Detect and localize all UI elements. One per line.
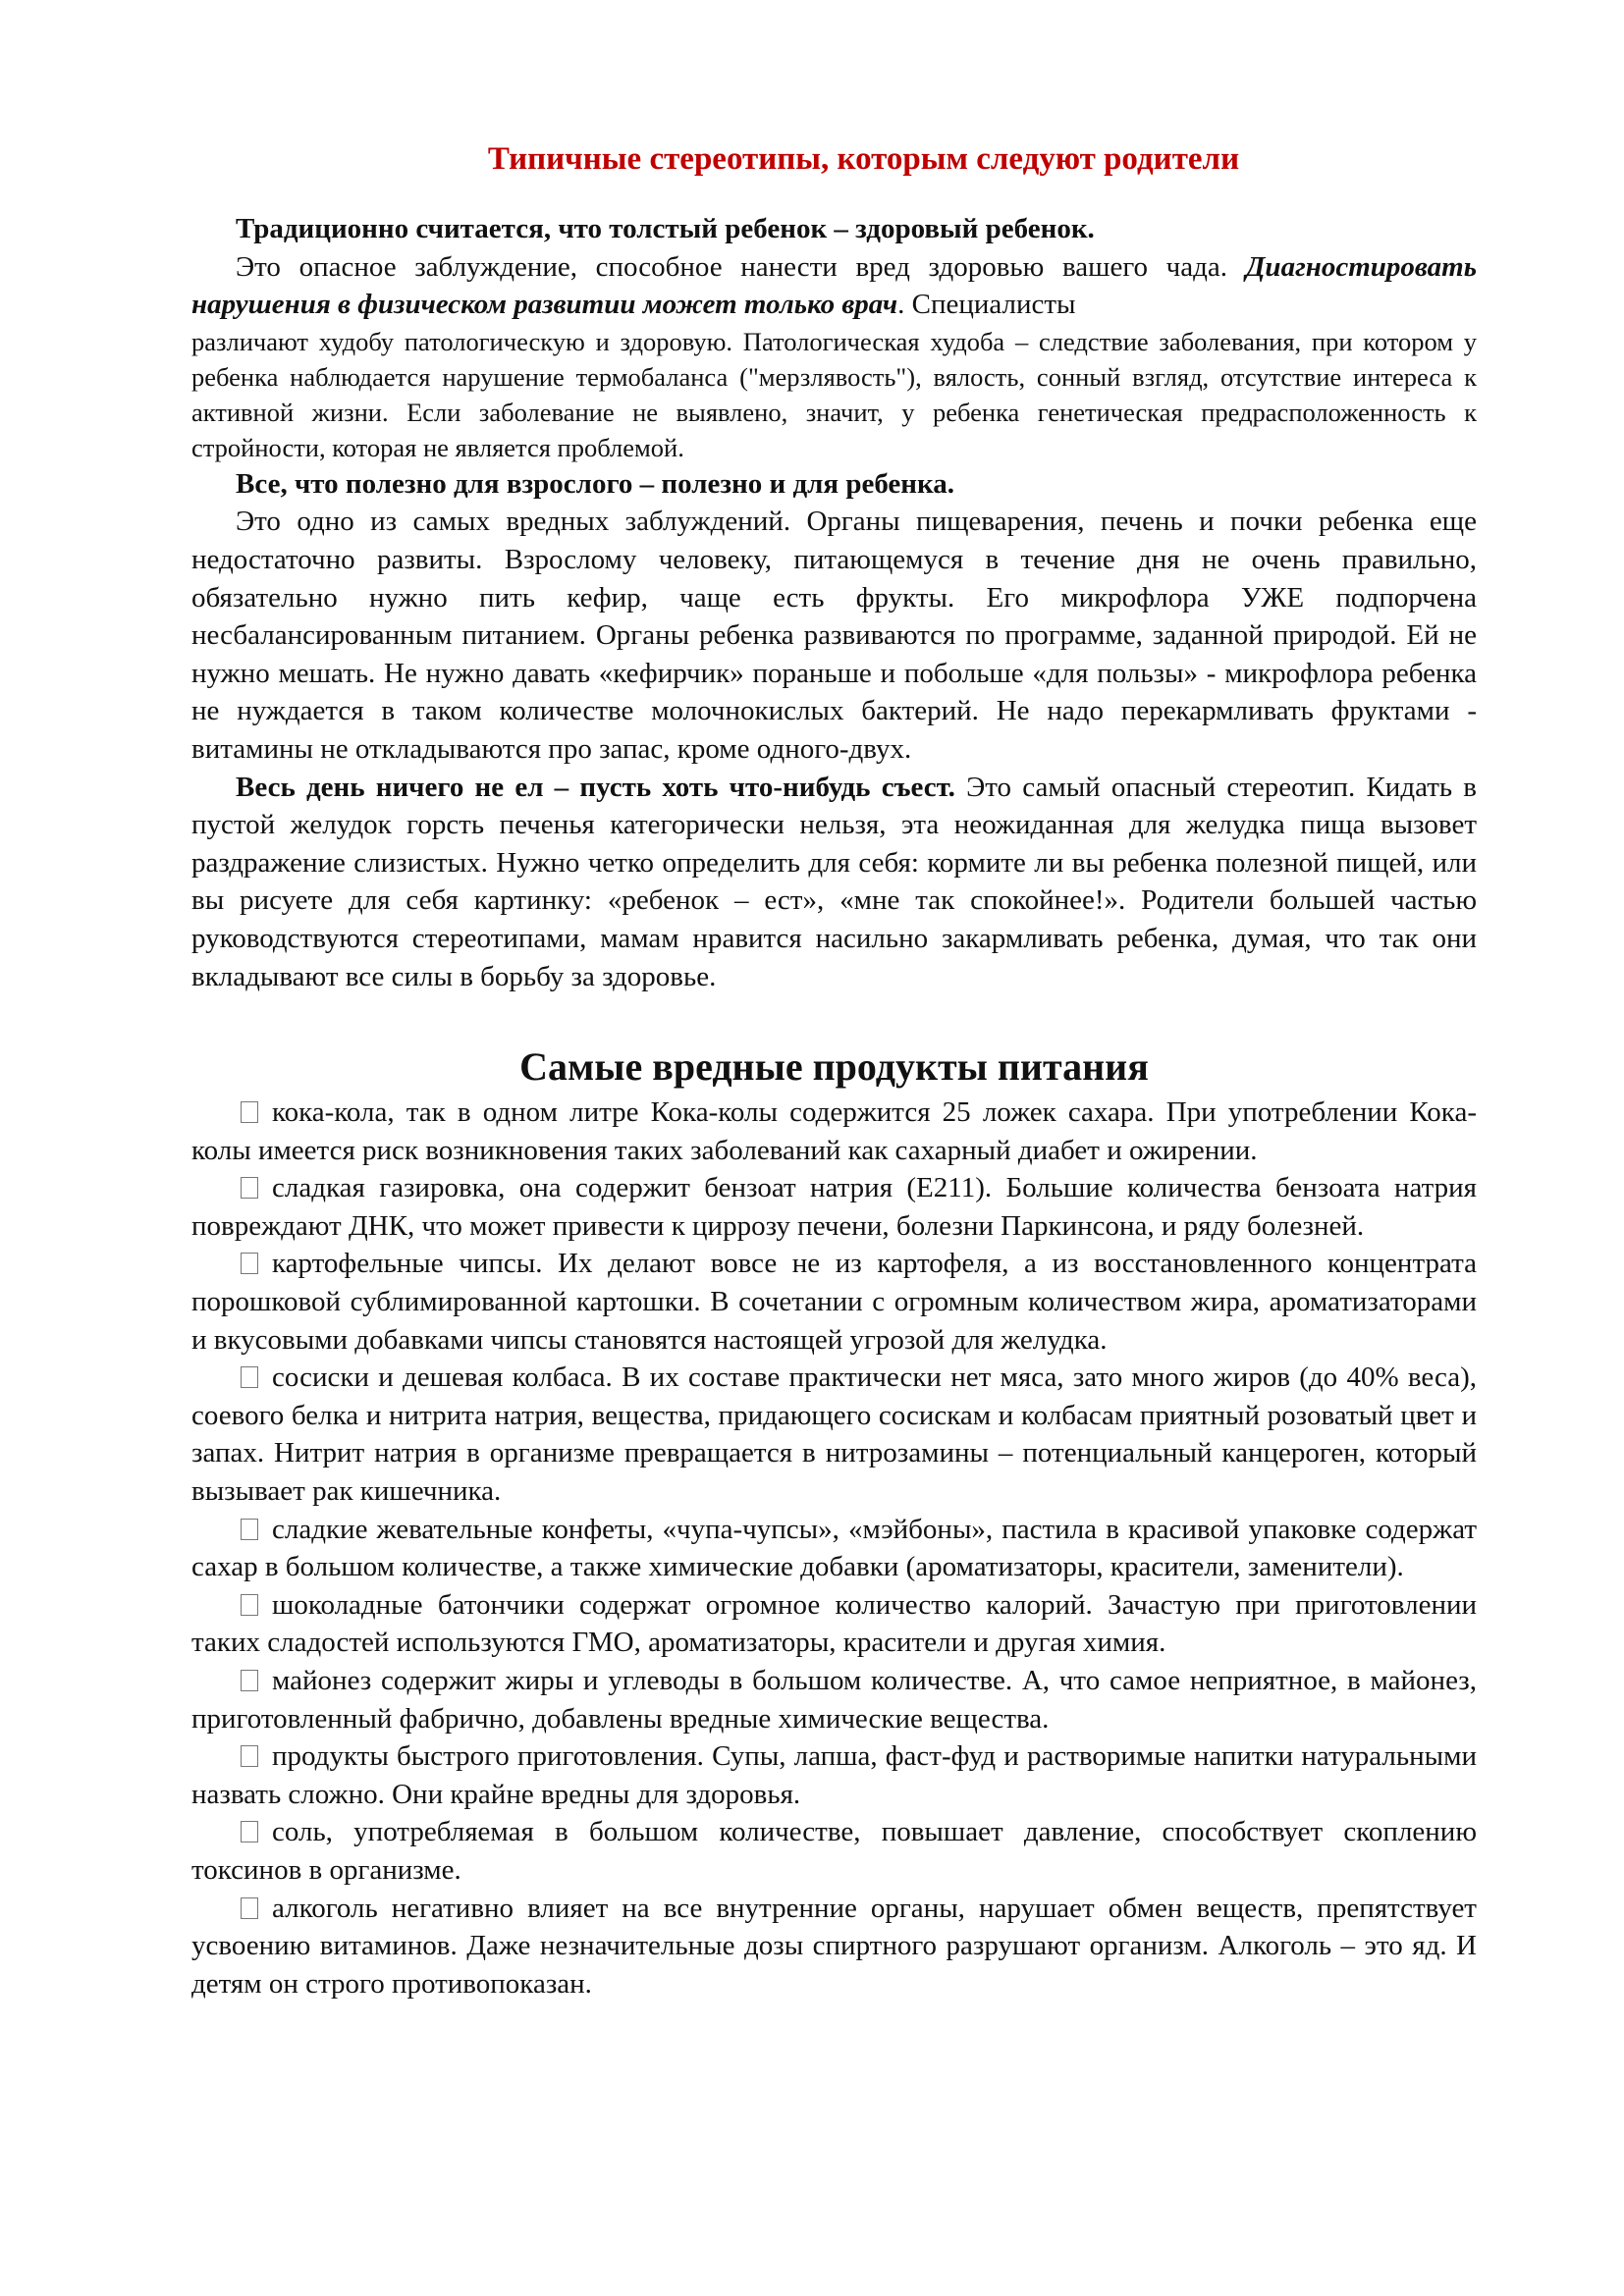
list-item-text: картофельные чипсы. Их делают вовсе не из картофеля, а из восстановленного концентрата порошковой сублимированной картошки. В сочетании с огромным количеством жира, ароматизаторами и вкусовыми добавками чипсы становятся настоящей угрозой для желудка. — [191, 1248, 1477, 1356]
bullet-icon — [241, 1253, 258, 1274]
list-item-text: соль, употребляемая в большом количестве, повышает давление, способствует скоплению токсинов в организме. — [191, 1816, 1477, 1886]
list-item — [191, 1511, 1477, 1586]
list-item — [191, 1586, 1477, 1662]
paragraph-text: Это самый опасный стереотип. Кидать в пустой желудок горсть печенья категорически нельзя, эта неожиданная для желудка пища вызовет раздражение слизистых. Нужно четко определить для себя: кормите ли вы ребенка полезной пищей, или вы рисуете для себя картинку: «ребенок – ест», «мне так спокойнее!». Родители большей частью руководствуются стереотипами, мамам нравится насильно закармливать ребенка, думая, что так они вкладывают все силы в борьбу за здоровье. — [191, 771, 1477, 992]
lead-text: Весь день ничего не ел – пусть хоть что-нибудь съест. — [236, 771, 955, 803]
list-item-text: шоколадные батончики содержат огромное количество калорий. Зачастую при приготовлении таких сладостей используются ГМО, ароматизаторы, красители и другая химия. — [191, 1588, 1477, 1659]
list-item — [191, 1737, 1477, 1813]
bullet-icon — [241, 1177, 258, 1199]
list-item — [191, 1245, 1477, 1359]
list-item — [191, 1359, 1477, 1510]
paragraph-text: Это опасное заблуждение, способное нанести вред здоровью вашего чада. — [236, 250, 1227, 283]
bullet-icon — [241, 1821, 258, 1842]
stereotype-lead-1 — [191, 210, 1477, 248]
stereotype-paragraph-1 — [191, 248, 1477, 324]
list-item-text: сосиски и дешевая колбаса. В их составе практически нет мяса, зато много жиров (до 40% веса), соевого белка и нитрита натрия, вещества, придающего сосискам и колбасам приятный розоватый цвет и запах. Нитрит натрия в организме превращается в нитрозамины – потенциальный канцероген, который вызывает рак кишечника. — [191, 1362, 1477, 1508]
list-item-text: продукты быстрого приготовления. Супы, лапша, фаст-фуд и растворимые напитки натуральными назвать сложно. Они крайне вредны для здоровья. — [191, 1740, 1477, 1810]
bullet-icon — [241, 1519, 258, 1540]
list-item-text: алкоголь негативно влияет на все внутренние органы, нарушает обмен веществ, препятствует усвоению витаминов. Даже незначительные дозы спиртного разрушают организм. Алкоголь – это яд. И детям он строго противопоказан. — [191, 1892, 1477, 2000]
stereotype-paragraph-1-cont: различают худобу патологическую и здоровую. Патологическая худоба – следствие заболевания, при котором у ребенка наблюдается нарушение термобаланса ("мерзлявость"), вялость, сонный взгляд, отсутствие интереса к активной жизни. Если заболевание не выявлено, значит, у ребенка генетическая предрасположенность к стройности, которая не является проблемой. — [191, 326, 1477, 462]
stereotype-paragraph-3 — [191, 769, 1477, 996]
bullet-icon — [241, 1745, 258, 1767]
bullet-icon — [241, 1366, 258, 1388]
stereotype-lead-2 — [191, 465, 1477, 504]
bullet-icon — [241, 1594, 258, 1616]
bullet-icon — [241, 1101, 258, 1123]
lead-text: Все, что полезно для взрослого – полезно и для ребенка. — [236, 467, 955, 500]
list-item — [191, 1094, 1477, 1169]
lead-text: Традиционно считается, что толстый ребенок – здоровый ребенок. — [236, 213, 1095, 244]
list-item — [191, 1813, 1477, 1889]
stereotype-paragraph-2: Это одно из самых вредных заблуждений. Органы пищеварения, печень и почки ребенка еще недостаточно развиты. Взрослому человеку, питающемуся в течение дня не очень правильно, обязательно нужно пить кефир, чаще есть фрукты. Его микрофлора УЖЕ подпорчена несбалансированным питанием. Органы ребенка развиваются по программе, заданной природой. Ей не нужно мешать. Не нужно давать «кефирчик» пораньше и побольше «для пользы» - микрофлора ребенка не нуждается в таком количестве молочнокислых бактерий. Не надо перекармливать фруктами - витамины не откладываются про запас, кроме одного-двух. — [191, 506, 1477, 765]
bullet-icon — [241, 1670, 258, 1691]
list-item-text: кока-кола, так в одном литре Кока-колы содержится 25 ложек сахара. При употреблении Кока-колы имеется риск возникновения таких заболеваний как сахарный диабет и ожирении. — [191, 1096, 1477, 1166]
list-item-text: сладкие жевательные конфеты, «чупа-чупсы», «мэйбоны», пастила в красивой упаковке содержат сахар в большом количестве, а также химические добавки (ароматизаторы, красители, заменители). — [191, 1513, 1477, 1583]
list-item-text: майонез содержит жиры и углеводы в большом количестве. А, что самое неприятное, в майонез, приготовленный фабрично, добавлены вредные химические вещества. — [191, 1665, 1477, 1735]
list-item — [191, 1169, 1477, 1245]
bullet-icon — [241, 1897, 258, 1919]
page-heading: Типичные стереотипы, которым следуют родители — [487, 141, 1240, 177]
paragraph-text: . Специалисты — [897, 289, 1076, 321]
list-item-text: сладкая газировка, она содержит бензоат натрия (Е211). Большие количества бензоата натрия повреждают ДНК, что может привести к циррозу печени, болезни Паркинсона, и ряду болезней. — [191, 1172, 1477, 1242]
list-item — [191, 1890, 1477, 2003]
section-title: Самые вредные продукты питания — [519, 1044, 1149, 1090]
emphasis-text: Диагностировать нарушения в физическом развитии может только врач — [191, 250, 1477, 321]
list-item — [191, 1662, 1477, 1737]
